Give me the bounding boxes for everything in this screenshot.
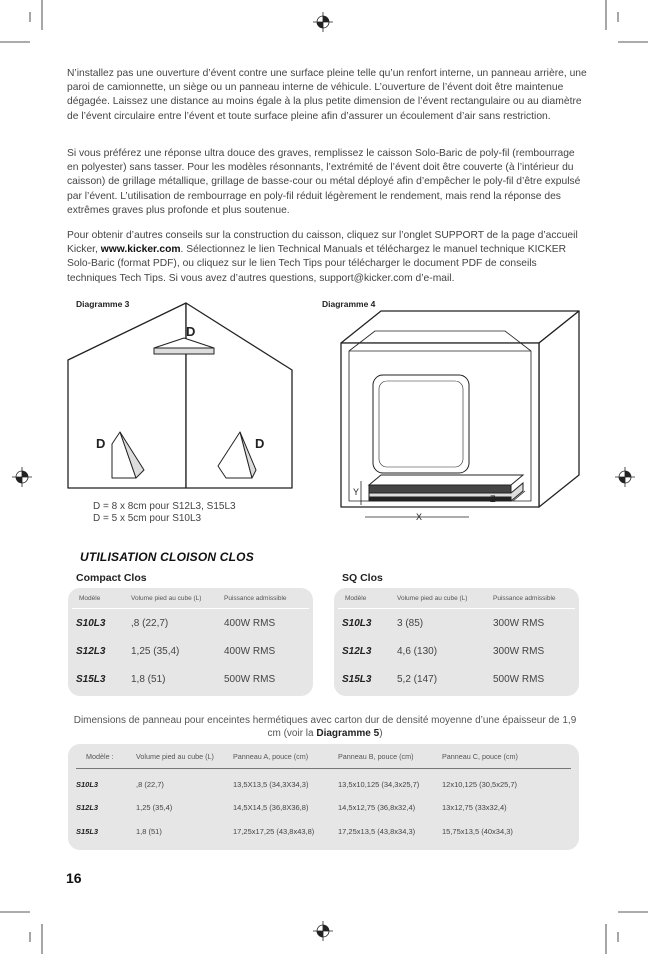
sq-row3-power: 500W RMS bbox=[493, 674, 545, 685]
diagram-4-z-label: Z bbox=[490, 494, 496, 504]
compact-table-title: Compact Clos bbox=[76, 572, 147, 584]
sq-row3-model: S15L3 bbox=[342, 674, 372, 685]
sq-row1-model: S10L3 bbox=[342, 618, 372, 629]
note-text: Dimensions de panneau pour enceintes hermétiques avec carton dur de densité moyenne d’une épaisseur de 1,9 cm (voir la bbox=[73, 715, 577, 739]
page-number: 16 bbox=[66, 870, 82, 886]
paragraph-poly-fill: Si vous préférez une réponse ultra douce des graves, remplissez le caisson Solo-Baric de poly-fil (rembourrage en polyester) sans tasser. Pour les modèles résonnants, l’extrémité de l’évent doit être couverte (à l’intérieur du caisson) de grillage métallique, grillage de basse-cour ou métal déployé afin d’empêcher le poly-fil d’être expulsé par l’évent. L’utilisation de rembourrage en poly-fil réduit légèrement le rendement, mais rend la réponse des extrêmes graves plus profonde et plus soutenue. bbox=[67, 148, 581, 216]
compact-row2-power: 400W RMS bbox=[224, 646, 276, 657]
kicker-link[interactable]: www.kicker.com bbox=[100, 244, 181, 256]
panel-row3-model: S15L3 bbox=[76, 827, 99, 836]
panel-row1-volume: ,8 (22,7) bbox=[136, 780, 164, 789]
sq-header-power: Puissance admissible bbox=[493, 595, 556, 602]
panel-row2-b: 14,5x12,75 (36,8x32,4) bbox=[338, 803, 416, 812]
diagram-3-legend-large: D = 8 x 8cm pour S12L3, S15L3 bbox=[93, 501, 236, 512]
compact-row3-power: 500W RMS bbox=[224, 674, 276, 685]
compact-row2-model: S12L3 bbox=[76, 646, 106, 657]
sq-row2-model: S12L3 bbox=[342, 646, 372, 657]
sq-row3-volume: 5,2 (147) bbox=[397, 674, 438, 685]
compact-table bbox=[68, 588, 313, 696]
support-text-start: Pour obtenir d’autres conseils sur la construction du caisson, cliquez sur l’onglet SUPPORT de la page d’accueil Kicker, bbox=[67, 230, 578, 256]
compact-row1-power: 400W RMS bbox=[224, 618, 276, 629]
panel-row3-volume: 1,8 (51) bbox=[136, 827, 162, 836]
panel-header-volume: Volume pied au cube (L) bbox=[136, 752, 214, 761]
panel-row1-model: S10L3 bbox=[76, 780, 99, 789]
compact-row3-model: S15L3 bbox=[76, 674, 106, 685]
sq-header-divider bbox=[338, 608, 575, 609]
compact-row3-volume: 1,8 (51) bbox=[131, 674, 166, 685]
compact-row2-volume: 1,25 (35,4) bbox=[131, 646, 180, 657]
panel-row2-c: 13x12,75 (33x32,4) bbox=[442, 803, 507, 812]
panel-row1-c: 12x10,125 (30,5x25,7) bbox=[442, 780, 518, 789]
panel-row3-c: 15,75x13,5 (40x34,3) bbox=[442, 827, 513, 836]
sq-row1-volume: 3 (85) bbox=[397, 618, 424, 629]
sq-row1-power: 300W RMS bbox=[493, 618, 545, 629]
compact-header-power: Puissance admissible bbox=[224, 595, 287, 602]
note-diagram-ref: Diagramme 5 bbox=[316, 728, 380, 739]
sq-row2-power: 300W RMS bbox=[493, 646, 545, 657]
panel-dimensions-note bbox=[70, 714, 580, 740]
panel-row1-b: 13,5x10,125 (34,3x25,7) bbox=[338, 780, 420, 789]
compact-header-volume: Volume pied au cube (L) bbox=[131, 595, 202, 602]
compact-header-model: Modèle bbox=[79, 595, 101, 602]
diagram-3-d-left: D bbox=[96, 436, 106, 451]
diagram-4-x-label: X bbox=[416, 512, 423, 522]
paragraph-support bbox=[67, 229, 587, 286]
diagram-3-legend-small: D = 5 x 5cm pour S10L3 bbox=[93, 513, 202, 524]
note-close: ) bbox=[379, 728, 383, 739]
sq-table bbox=[334, 588, 579, 696]
diagram-4-label: Diagramme 4 bbox=[322, 299, 376, 309]
panel-row2-model: S12L3 bbox=[76, 803, 99, 812]
paragraph-vent-placement: N’installez pas une ouverture d’évent contre une surface pleine telle qu’un renfort interne, un panneau arrière, une paroi de camionnette, un siège ou un panneau interne de véhicule. L’ouverture de l’évent doit être maintenue dégagée. Laissez une distance au moins égale à la plus petite dimension de l’évent rectangulaire ou au diamètre de l’évent circulaire entre l’évent et toute surface pleine afin d’assurer un écoulement d’air sans restriction. bbox=[67, 68, 587, 122]
panel-header-model: Modèle : bbox=[86, 752, 114, 761]
panel-table bbox=[68, 744, 579, 850]
diagram-3-d-right: D bbox=[255, 436, 265, 451]
diagram-4-y-label: Y bbox=[353, 487, 360, 497]
panel-row3-b: 17,25x13,5 (43,8x34,3) bbox=[338, 827, 416, 836]
panel-row2-volume: 1,25 (35,4) bbox=[136, 803, 173, 812]
sq-table-title: SQ Clos bbox=[342, 572, 383, 584]
diagram-3-d-top: D bbox=[186, 324, 196, 339]
sq-header-volume: Volume pied au cube (L) bbox=[397, 595, 468, 602]
compact-row1-volume: ,8 (22,7) bbox=[131, 618, 169, 629]
support-text-end: . Sélectionnez le lien Technical Manuals et téléchargez le manuel technique KICKER Solo-Baric (format PDF), ou cliquez sur le lien Tech Tips pour télécharger le document PDF de conseils techniques Tech Tips. Si vous avez d’autres questions, support@kicker.com d’e-mail. bbox=[67, 244, 567, 284]
diagram-4-box-illustration bbox=[335, 305, 585, 535]
panel-header-divider bbox=[76, 768, 571, 769]
diagram-3-label: Diagramme 3 bbox=[76, 299, 130, 309]
panel-row1-a: 13,5X13,5 (34,3X34,3) bbox=[233, 780, 309, 789]
compact-row1-model: S10L3 bbox=[76, 618, 106, 629]
panel-header-c: Panneau C, pouce (cm) bbox=[442, 752, 518, 761]
sq-row2-volume: 4,6 (130) bbox=[397, 646, 438, 657]
section-title: UTILISATION CLOISON CLOS bbox=[80, 550, 254, 564]
panel-header-b: Panneau B, pouce (cm) bbox=[338, 752, 414, 761]
compact-header-divider bbox=[72, 608, 309, 609]
sq-header-model: Modèle bbox=[345, 595, 367, 602]
panel-row3-a: 17,25x17,25 (43,8x43,8) bbox=[233, 827, 315, 836]
panel-header-a: Panneau A, pouce (cm) bbox=[233, 752, 309, 761]
panel-row2-a: 14,5X14,5 (36,8X36,8) bbox=[233, 803, 309, 812]
